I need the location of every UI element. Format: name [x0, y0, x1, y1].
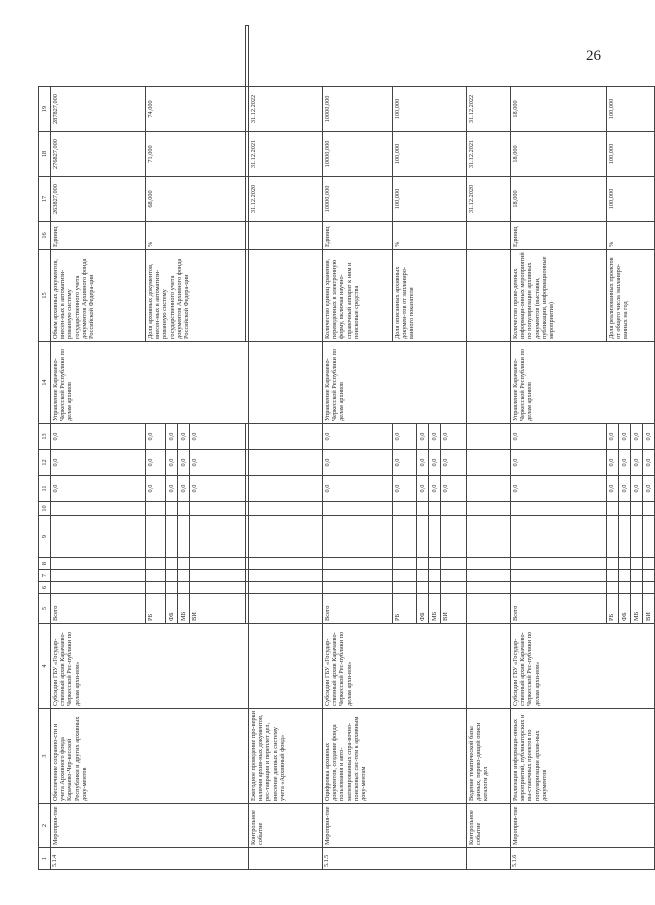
row-kind: Контрольное событие: [249, 804, 323, 848]
value-cell: 0,0: [429, 424, 441, 450]
value-cell: 0,0: [417, 476, 429, 502]
control-event-row: [249, 26, 323, 870]
finance-source: ВИ: [441, 594, 467, 624]
finance-source: РБ: [393, 594, 417, 624]
indicator-value: 71,000: [146, 132, 246, 177]
activity-name: Реализация информаци-онных мероприятий, публикаторских и вы-ставочных проектов по популяризации архив-ных документов: [511, 709, 655, 804]
activity-executor: Субсидии ГБУ «Государ-ственный архив Карачаево-Черкесской Рес-публики по делам архи-вов»: [51, 624, 249, 709]
value-cell: 0,0: [631, 450, 643, 476]
indicator-unit: Единиц: [323, 222, 393, 250]
control-event-name: Ежегодное проведение про-верки наличия архив-ных документов, рес-таврация и переплет дел, внесение данных в систему учета «Архивный фонд»: [249, 709, 323, 804]
activity-row: [51, 26, 146, 870]
finance-source: МБ: [178, 594, 190, 624]
indicator-name: Количество прове-денных информаци-онных мероприятий по популяризации архивных документов (выставки, публикации, информационные мероприятия): [511, 250, 607, 342]
value-cell: 0,0: [511, 424, 607, 450]
column-number-row: [39, 26, 51, 870]
indicator-value: 276827,000: [51, 132, 146, 177]
column-number: 16: [39, 222, 51, 250]
indicator-value: 18,000: [511, 132, 607, 177]
control-date: 31.12.2021: [467, 132, 511, 177]
column-number: 13: [39, 424, 51, 450]
indicator-unit: %: [607, 222, 655, 250]
column-number: 18: [39, 132, 51, 177]
indicator-value: 18,000: [511, 87, 607, 132]
indicator-value: 100,000: [607, 132, 655, 177]
column-number: 7: [39, 570, 51, 582]
value-cell: 0,0: [643, 450, 655, 476]
value-cell: 0,0: [393, 476, 417, 502]
indicator-name: Количество единиц хранения, переведенных в электронную форму, включая научно-справочный аппарат к ним и поисковые средства: [323, 250, 393, 342]
value-cell: 0,0: [631, 424, 643, 450]
indicator-name: Объем архивных документов, внесен-ных в автоматизи-рованную систему государственного учета документов Архивного фонда Российской Федера-ции: [51, 250, 146, 342]
responsible-body: Управление Карачаево-Черкесской Республики по делам архивов: [51, 342, 249, 424]
row-number: [249, 848, 323, 870]
responsible-body: Управление Карачаево-Черкесской Республики по делам архивов: [511, 342, 655, 424]
value-cell: 0,0: [51, 450, 146, 476]
row-number: 5.1.6: [511, 848, 655, 870]
responsible-body: Управление Карачаево-Черкесской Республики по делам архивов: [323, 342, 467, 424]
finance-source: ВИ: [643, 594, 655, 624]
indicator-unit: Единиц: [51, 222, 146, 250]
column-number: 6: [39, 582, 51, 594]
indicator-value: 68,000: [146, 177, 246, 222]
value-cell: 0,0: [166, 424, 178, 450]
indicator-value: 100,000: [393, 132, 467, 177]
page-number: 26: [586, 48, 601, 64]
column-number: 8: [39, 558, 51, 570]
control-date: 31.12.2021: [249, 132, 323, 177]
indicator-unit: %: [146, 222, 246, 250]
indicator-name: Доля архивных документов, внесен-ных в автоматизи-рованную систему государственного учета документов Архивного фонда Российской Федера-ции: [146, 250, 246, 342]
finance-source: МБ: [631, 594, 643, 624]
column-number: 2: [39, 804, 51, 848]
row-kind: Мероприя-тие: [51, 804, 249, 848]
value-cell: 0,0: [441, 476, 467, 502]
value-cell: 0,0: [190, 450, 246, 476]
value-cell: 0,0: [631, 476, 643, 502]
row-kind: Мероприя-тие: [323, 804, 467, 848]
indicator-value: 100,000: [607, 87, 655, 132]
column-number: 5: [39, 594, 51, 624]
indicator-value: 100,000: [393, 87, 467, 132]
activity-name: Обеспечение сохранно-сти и учета Архивного фонда Карачаево-Чер-кесской Республики и других архивных доку-ментов: [51, 709, 249, 804]
finance-total-label: Всего: [511, 594, 607, 624]
value-cell: 0,0: [323, 424, 393, 450]
column-number: 17: [39, 177, 51, 222]
finance-source: ВИ: [190, 594, 246, 624]
value-cell: 0,0: [51, 476, 146, 502]
indicator-value: 100,000: [607, 177, 655, 222]
finance-source: ФБ: [619, 594, 631, 624]
value-cell: 0,0: [178, 424, 190, 450]
column-number: 14: [39, 342, 51, 424]
control-date: 31.12.2020: [249, 177, 323, 222]
activity-name: Оцифровка архивных документов, создание фонда пользования и авто-матизированных спра-вочно-поисковых сис-тем к архивным доку-ментам: [323, 709, 467, 804]
column-number: 4: [39, 624, 51, 709]
finance-total-label: Всего: [51, 594, 146, 624]
indicator-value: 100,000: [393, 177, 467, 222]
value-cell: 0,0: [511, 476, 607, 502]
value-cell: 0,0: [323, 450, 393, 476]
value-cell: 0,0: [178, 450, 190, 476]
column-number: 12: [39, 450, 51, 476]
value-cell: 0,0: [607, 424, 619, 450]
finance-source: РБ: [607, 594, 619, 624]
value-cell: 0,0: [429, 476, 441, 502]
value-cell: 0,0: [511, 450, 607, 476]
indicator-value: 18,000: [511, 177, 607, 222]
program-table: [38, 25, 655, 870]
column-number: 1: [39, 848, 51, 870]
value-cell: 0,0: [441, 424, 467, 450]
value-cell: 0,0: [417, 450, 429, 476]
finance-source: ФБ: [417, 594, 429, 624]
activity-executor: Субсидии ГБУ «Государ-ственный архив Карачаево-Черкесской Рес-публики по делам архи-вов»: [323, 624, 467, 709]
column-number: 11: [39, 476, 51, 502]
value-cell: 0,0: [190, 476, 246, 502]
indicator-value: 287827,000: [51, 87, 146, 132]
indicator-value: 263827,000: [51, 177, 146, 222]
value-cell: 0,0: [441, 450, 467, 476]
finance-source: МБ: [429, 594, 441, 624]
control-date: 31.12.2020: [467, 177, 511, 222]
value-cell: 0,0: [166, 476, 178, 502]
control-event-name: Ведение тематической базы данных, перево-дящей описи каталоги дел: [467, 709, 511, 804]
value-cell: 0,0: [393, 450, 417, 476]
activity-row: [511, 26, 607, 870]
value-cell: 0,0: [643, 476, 655, 502]
column-number: 19: [39, 87, 51, 132]
indicator-value: 10000,000: [323, 132, 393, 177]
value-cell: 0,0: [619, 424, 631, 450]
indicator-name: Доля реализованных проектов от общего числа запланиро-ванных на год: [607, 250, 655, 342]
value-cell: 0,0: [190, 424, 246, 450]
value-cell: 0,0: [51, 424, 146, 450]
control-date: 31.12.2022: [249, 87, 323, 132]
value-cell: 0,0: [393, 424, 417, 450]
value-cell: 0,0: [146, 476, 166, 502]
value-cell: 0,0: [643, 424, 655, 450]
value-cell: 0,0: [619, 450, 631, 476]
value-cell: 0,0: [178, 476, 190, 502]
value-cell: 0,0: [417, 424, 429, 450]
column-number: 3: [39, 709, 51, 804]
activity-row: [323, 26, 393, 870]
indicator-unit: Единиц: [511, 222, 607, 250]
column-number: 10: [39, 502, 51, 516]
value-cell: 0,0: [166, 450, 178, 476]
indicator-unit: %: [393, 222, 467, 250]
value-cell: 0,0: [146, 450, 166, 476]
row-number: [467, 848, 511, 870]
finance-total-label: Всего: [323, 594, 393, 624]
indicator-value: 10000,000: [323, 177, 393, 222]
value-cell: 0,0: [429, 450, 441, 476]
control-date: 31.12.2022: [467, 87, 511, 132]
row-number: 5.1.4: [51, 848, 249, 870]
finance-source: ФБ: [166, 594, 178, 624]
value-cell: 0,0: [323, 476, 393, 502]
row-kind: Контрольное событие: [467, 804, 511, 848]
value-cell: 0,0: [607, 450, 619, 476]
indicator-name: Доля описанных архивных докумен-тов от запланиро-ванного показателя: [393, 250, 467, 342]
row-kind: Мероприя-тие: [511, 804, 655, 848]
control-event-row: [467, 26, 511, 870]
value-cell: 0,0: [146, 424, 166, 450]
indicator-value: 74,000: [146, 87, 246, 132]
indicator-value: 10000,000: [323, 87, 393, 132]
value-cell: 0,0: [607, 476, 619, 502]
activity-executor: Субсидии ГБУ «Государ-ственный архив Карачаево-Черкесской Рес-публики по делам архи-вов»: [511, 624, 655, 709]
finance-source: РБ: [146, 594, 166, 624]
row-number: 5.1.5: [323, 848, 467, 870]
column-number: 15: [39, 250, 51, 342]
value-cell: 0,0: [619, 476, 631, 502]
document-table-rotated: [38, 25, 652, 870]
column-number: 9: [39, 516, 51, 558]
